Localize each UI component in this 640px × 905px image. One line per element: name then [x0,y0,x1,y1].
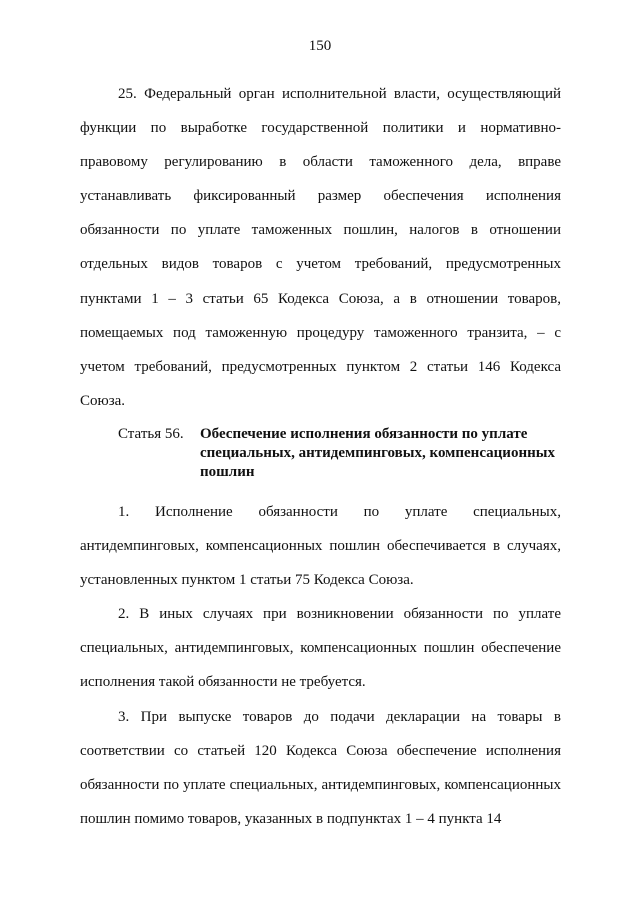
article-heading [80,425,561,482]
document-body [80,77,561,836]
paragraph-25: 25. Федеральный орган исполнительной власти, осуществляющий функции по выработке государственной политики и нормативно-правовому регулированию в области таможенного дела, вправе устанавливать фиксированный размер обеспечения исполнения обязанности по уплате таможенных пошлин, налогов в отношении отдельных видов товаров с учетом требований, предусмотренных пунктами 1 – 3 статьи 65 Кодекса Союза, а в отношении товаров, помещаемых под таможенную процедуру таможенного транзита, – с учетом требований, предусмотренных пунктом 2 статьи 146 Кодекса Союза. [80,86,561,409]
article-number: Статья 56. [118,425,184,442]
page-number: 150 [308,38,332,54]
paragraph-3: 3. При выпуске товаров до подачи декларации на товары в соответствии со статьей 120 Кодекса Союза обеспечение исполнения обязанности по уплате специальных, антидемпинговых, компенсационных пошлин помимо товаров, указанных в подпунктах 1 – 4 пункта 14 [80,708,561,827]
paragraph-1: 1. Исполнение обязанности по уплате специальных, антидемпинговых, компенсационных пошлин обеспечивается в случаях, установленных пунктом 1 статьи 75 Кодекса Союза. [80,503,561,589]
article-title: Обеспечение исполнения обязанности по уплате специальных, антидемпинговых, компенсационных пошлин [200,425,555,480]
paragraph-2: 2. В иных случаях при возникновении обязанности по уплате специальных, антидемпинговых, компенсационных пошлин обеспечение исполнения такой обязанности не требуется. [80,606,561,691]
